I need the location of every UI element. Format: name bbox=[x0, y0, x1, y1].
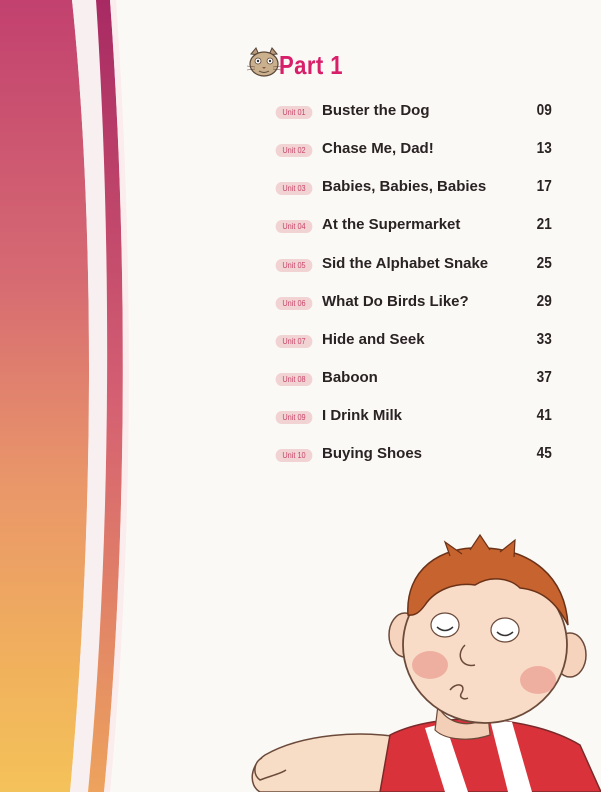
toc-row[interactable] bbox=[274, 365, 574, 393]
unit-title: Hide and Seek bbox=[322, 331, 425, 348]
unit-badge: Unit 07 bbox=[276, 335, 313, 348]
unit-badge: Unit 04 bbox=[276, 220, 313, 233]
toc-row[interactable] bbox=[274, 289, 574, 317]
boy-illustration bbox=[240, 530, 601, 792]
unit-title: Baboon bbox=[322, 369, 378, 386]
unit-badge: Unit 09 bbox=[276, 411, 313, 424]
unit-badge: Unit 03 bbox=[276, 182, 313, 195]
unit-badge: Unit 05 bbox=[276, 259, 313, 272]
unit-title: Buying Shoes bbox=[322, 445, 423, 462]
unit-title: At the Supermarket bbox=[322, 216, 461, 233]
unit-title: Sid the Alphabet Snake bbox=[322, 255, 489, 272]
unit-title: Buster the Dog bbox=[322, 102, 430, 119]
toc-row[interactable] bbox=[274, 98, 574, 126]
page-number: 09 bbox=[536, 102, 552, 119]
toc-row[interactable] bbox=[274, 212, 574, 240]
page-number: 17 bbox=[536, 178, 552, 195]
unit-title: What Do Birds Like? bbox=[322, 293, 469, 310]
unit-title: I Drink Milk bbox=[322, 407, 403, 424]
unit-title: Chase Me, Dad! bbox=[322, 140, 434, 157]
unit-badge: Unit 02 bbox=[276, 144, 313, 157]
page-number: 13 bbox=[536, 140, 552, 157]
page-number: 37 bbox=[536, 369, 552, 386]
toc-row[interactable] bbox=[274, 441, 574, 469]
unit-badge: Unit 10 bbox=[276, 449, 313, 462]
page-number: 45 bbox=[536, 445, 552, 462]
toc-row[interactable] bbox=[274, 327, 574, 355]
unit-badge: Unit 01 bbox=[276, 106, 313, 119]
toc-row[interactable] bbox=[274, 174, 574, 202]
unit-badge: Unit 08 bbox=[276, 373, 313, 386]
toc-row[interactable] bbox=[274, 251, 574, 279]
unit-title: Babies, Babies, Babies bbox=[322, 178, 487, 195]
page-number: 29 bbox=[536, 293, 552, 310]
cat-face-icon bbox=[245, 46, 283, 80]
part-title: Part 1 bbox=[279, 50, 343, 80]
toc-row[interactable] bbox=[274, 136, 574, 164]
page-number: 25 bbox=[536, 255, 552, 272]
page-number: 21 bbox=[536, 216, 552, 233]
page-number: 41 bbox=[536, 407, 552, 424]
unit-badge: Unit 06 bbox=[276, 297, 313, 310]
toc-row[interactable] bbox=[274, 403, 574, 431]
page-number: 33 bbox=[536, 331, 552, 348]
